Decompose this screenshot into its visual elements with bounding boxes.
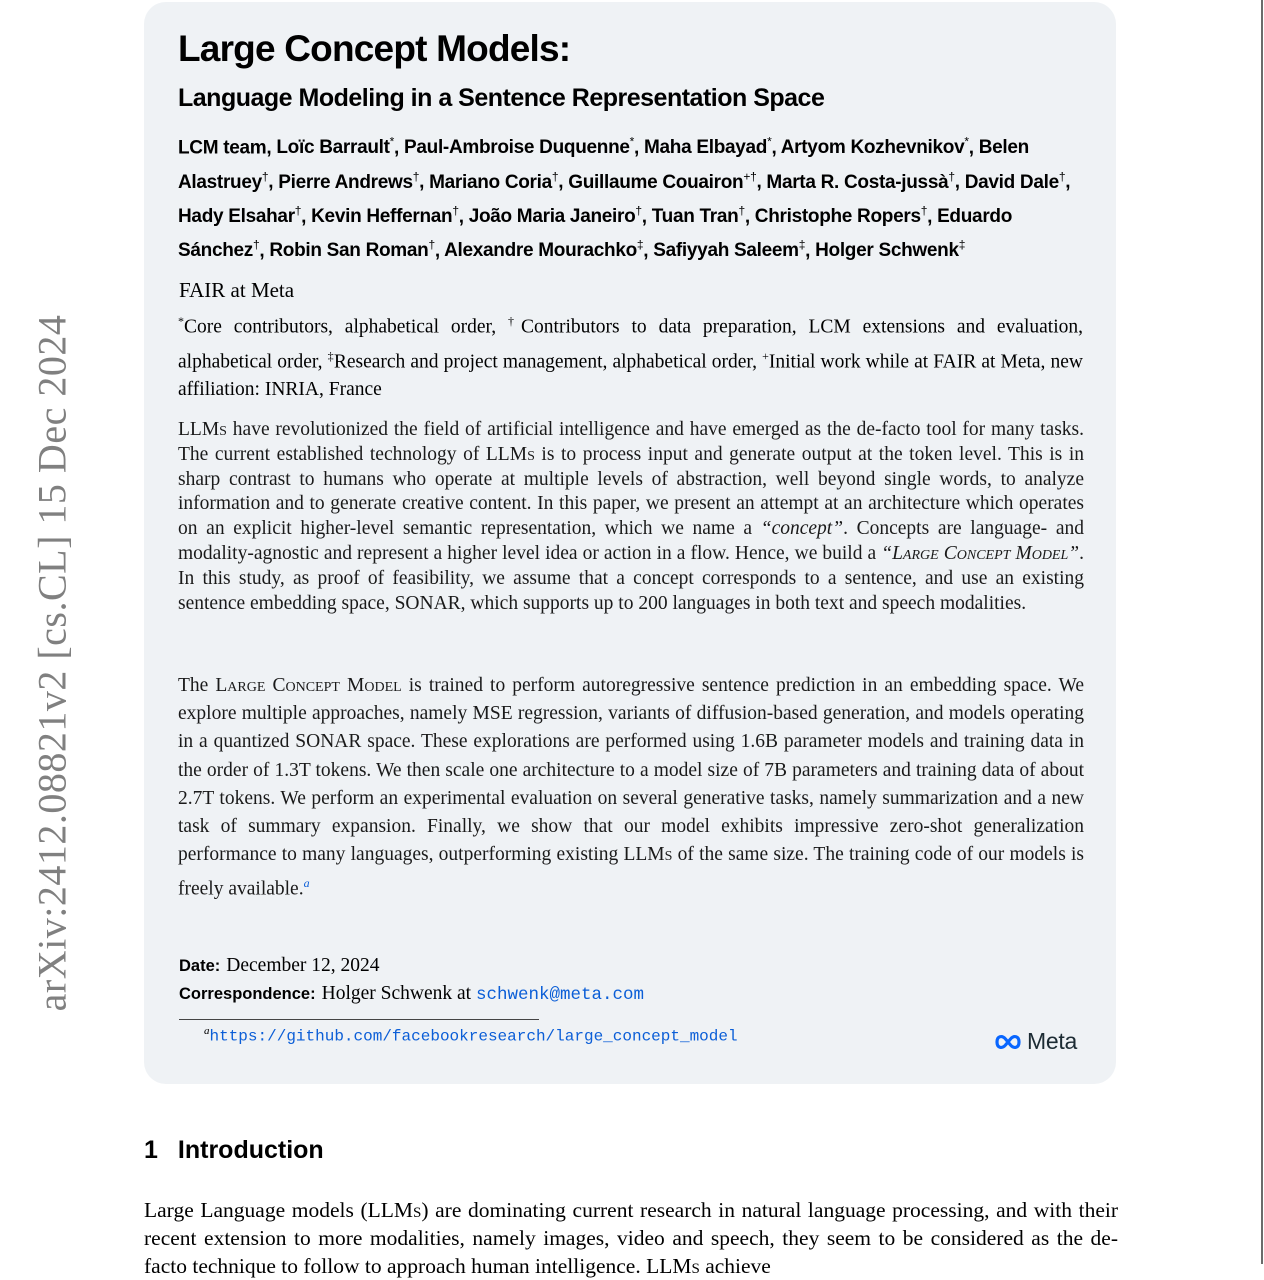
author-mark: † xyxy=(412,169,420,184)
author-mark: † xyxy=(428,237,435,252)
author-mark: † xyxy=(261,169,269,184)
correspondence-row xyxy=(179,983,644,1005)
text-run: . In this study, as proof of feasibility, we assume that a concept corresponds to a sentence, and use an existing sentence embedding space, SONAR, which supports up to 200 languages in both text and speech modalities. xyxy=(178,542,1084,614)
note-mark: ‡ xyxy=(327,348,334,363)
author-mark: * xyxy=(964,135,969,149)
note-mark: + xyxy=(762,348,769,363)
author xyxy=(468,203,642,227)
author-name: Maha Elbayad xyxy=(644,137,768,159)
text-run: s xyxy=(664,844,673,866)
author-mark: † xyxy=(1058,169,1066,184)
author-mark: † xyxy=(452,203,459,218)
text-run: “concept” xyxy=(760,518,844,540)
footnote xyxy=(204,1025,738,1045)
author xyxy=(278,169,420,193)
author xyxy=(311,203,459,227)
author-name: Robin San Roman xyxy=(269,240,429,262)
author xyxy=(404,137,634,158)
text-run: LLM xyxy=(178,419,220,440)
author-list: LCM team, Loïc Barrault*, Paul-Ambroise Duquenne*, Maha Elbayad*, Artyom Kozhevnikov*, Belen Alastruey†, Pierre Andrews†, Mariano Coria†, Guillaume Couairon+†, Marta R. Costa-jussà†, David Dale†, Hady Elsahar†, Kevin Heffernan†, João Maria Janeiro†, Tuan Tran†, Christophe Ropers†, Eduardo Sánchez†, Robin San Roman†, Alexandre Mourachko‡, Safiyyah Saleem‡, Holger Schwenk‡ xyxy=(178,135,1071,262)
note-mark: † xyxy=(508,314,522,328)
page-edge-line xyxy=(1261,0,1263,1264)
arxiv-stamp: arXiv:2412.08821v2 [cs.CL] 15 Dec 2024 xyxy=(29,314,75,1012)
correspondence-label: Correspondence: xyxy=(179,985,316,1003)
note-mark: * xyxy=(178,314,184,328)
text-run: . Concepts are language- and modality-agnostic and represent a higher level idea or action in a flow. Hence, we build a xyxy=(178,518,1084,564)
contribution-notes xyxy=(178,307,1083,404)
correspondence-text: Holger Schwenk at xyxy=(321,983,476,1004)
author xyxy=(444,237,644,262)
author-name: Alexandre Mourachko xyxy=(444,240,637,262)
author xyxy=(651,203,745,227)
text-run: Large Concept Model xyxy=(215,675,402,696)
text-run: The xyxy=(178,675,216,696)
author xyxy=(276,137,394,158)
author-mark: ‡ xyxy=(798,237,806,252)
date-value: December 12, 2024 xyxy=(226,955,380,976)
author-mark: ‡ xyxy=(958,237,966,252)
author xyxy=(754,203,928,227)
author xyxy=(269,237,435,262)
author-mark: † xyxy=(635,203,642,218)
text-run: achieve xyxy=(699,1254,771,1278)
affiliation: FAIR at Meta xyxy=(179,278,295,302)
section-heading xyxy=(144,1136,324,1165)
note-text: Research and project management, alphabetical order, xyxy=(333,351,763,372)
text-run: is trained to perform autoregressive sentence prediction in an embedding space. We explore multiple approaches, namely MSE regression, variants of diffusion-based generation, and models operating in a quantized SONAR space. These explorations are performed using 1.6B parameter models and training data in the order of 1.3T tokens. We then scale one architecture to a model size of 7B parameters and training data of about 2.7T tokens. We perform an experimental evaluation on several generative tasks, namely summarization and a new task of summary expansion. Finally, we show that our model exhibits impressive zero-shot generalization performance to many languages, outperforming existing LLM xyxy=(178,675,1084,866)
github-link[interactable]: https://github.com/facebookresearch/large_concept_model xyxy=(209,1027,738,1046)
author xyxy=(781,137,969,158)
text-run: “Large Concept Model” xyxy=(881,542,1080,564)
author xyxy=(766,169,955,193)
intro-paragraph xyxy=(144,1196,1118,1280)
paper-title: Large Concept Models: xyxy=(178,28,571,69)
author-name: Mariano Coria xyxy=(429,171,552,193)
author-name: Safiyyah Saleem xyxy=(653,240,799,262)
note-text: Contributors to data preparation, LCM extensions and evaluation, alphabetical order, xyxy=(178,316,1083,372)
author xyxy=(964,169,1066,193)
author xyxy=(815,237,966,262)
text-run: have revolutionized the field of artificial intelligence and have emerged as the de-facto tool for many tasks. The current established technology of LLM xyxy=(178,419,1084,465)
author-mark: † xyxy=(738,203,745,218)
text-run: ) are dominating current research in natural language processing, and with their recent extension to more modalities, namely images, video and speech, they seem to be considered as the de-facto technique to follow to approach human intelligence. LLM xyxy=(144,1198,1118,1278)
section-number: 1 xyxy=(144,1136,158,1164)
author-name: Guillaume Couairon xyxy=(568,171,744,193)
author-mark: +† xyxy=(743,169,757,184)
author-mark: ‡ xyxy=(636,237,644,252)
author-name: Kevin Heffernan xyxy=(311,205,453,227)
meta-wordmark: Meta xyxy=(1027,1028,1077,1054)
author-name: Hady Elsahar xyxy=(178,205,295,227)
author-name: Paul-Ambroise Duquenne xyxy=(404,137,630,159)
footnote-ref-link[interactable]: a xyxy=(303,876,310,891)
author-name: Loïc Barrault xyxy=(276,137,390,159)
author-name: João Maria Janeiro xyxy=(468,205,636,227)
paper-subtitle: Language Modeling in a Sentence Representation Space xyxy=(178,84,825,112)
note-text: Core contributors, alphabetical order, xyxy=(184,316,509,338)
author-mark: † xyxy=(920,203,928,218)
note-text: Initial work while at FAIR at Meta, new affiliation: INRIA, France xyxy=(178,351,1084,400)
author xyxy=(644,137,772,158)
meta-infinity-icon xyxy=(993,1033,1023,1051)
author-name: Eduardo Sánchez xyxy=(178,205,1013,262)
author-name: Pierre Andrews xyxy=(278,171,413,193)
author xyxy=(429,169,559,193)
text-run: is to process input and generate output at the token level. This is in sharp contrast to humans who operate at multiple levels of abstraction, well beyond single words, to analyze information and to generate creative content. In this paper, we present an attempt at an architecture which operates on an explicit higher-level semantic representation, which we name a xyxy=(178,443,1084,540)
author-mark: † xyxy=(253,237,260,252)
author-name: Christophe Ropers xyxy=(754,205,921,227)
author xyxy=(178,203,302,227)
author xyxy=(653,237,806,262)
author-mark: * xyxy=(767,135,772,149)
author xyxy=(568,169,757,193)
meta-logo xyxy=(993,1028,1077,1055)
footnote-rule xyxy=(179,1019,539,1020)
abstract-paragraph-1 xyxy=(178,418,1084,616)
text-run: of the same size. The training code of our models is freely available. xyxy=(178,844,1085,900)
author-mark: * xyxy=(629,135,635,149)
text-run: Large Language models (LLM xyxy=(144,1198,414,1222)
author-name: Tuan Tran xyxy=(651,205,739,227)
author-mark: † xyxy=(294,203,302,218)
author-name: Belen Alastruey xyxy=(178,137,1029,193)
author-name: Artyom Kozhevnikov xyxy=(780,137,965,159)
correspondence-email-link[interactable]: schwenk@meta.com xyxy=(475,985,644,1005)
text-run: s xyxy=(219,419,227,440)
author-name: Marta R. Costa-jussà xyxy=(766,171,949,193)
abstract-paragraph-2 xyxy=(178,672,1084,904)
author-name: David Dale xyxy=(964,171,1059,193)
author-mark: * xyxy=(389,135,395,149)
text-run: s xyxy=(413,1198,422,1222)
footnote-mark: a xyxy=(204,1025,210,1037)
text-run: s xyxy=(527,443,535,465)
author-name: LCM team xyxy=(178,137,267,159)
author-mark: † xyxy=(948,169,955,184)
section-title: Introduction xyxy=(177,1136,324,1164)
author-mark: † xyxy=(551,169,559,184)
author xyxy=(178,137,266,158)
text-run: s xyxy=(691,1254,700,1278)
author-name: Holger Schwenk xyxy=(815,240,959,262)
date-row xyxy=(179,955,380,977)
date-label: Date: xyxy=(179,957,221,975)
